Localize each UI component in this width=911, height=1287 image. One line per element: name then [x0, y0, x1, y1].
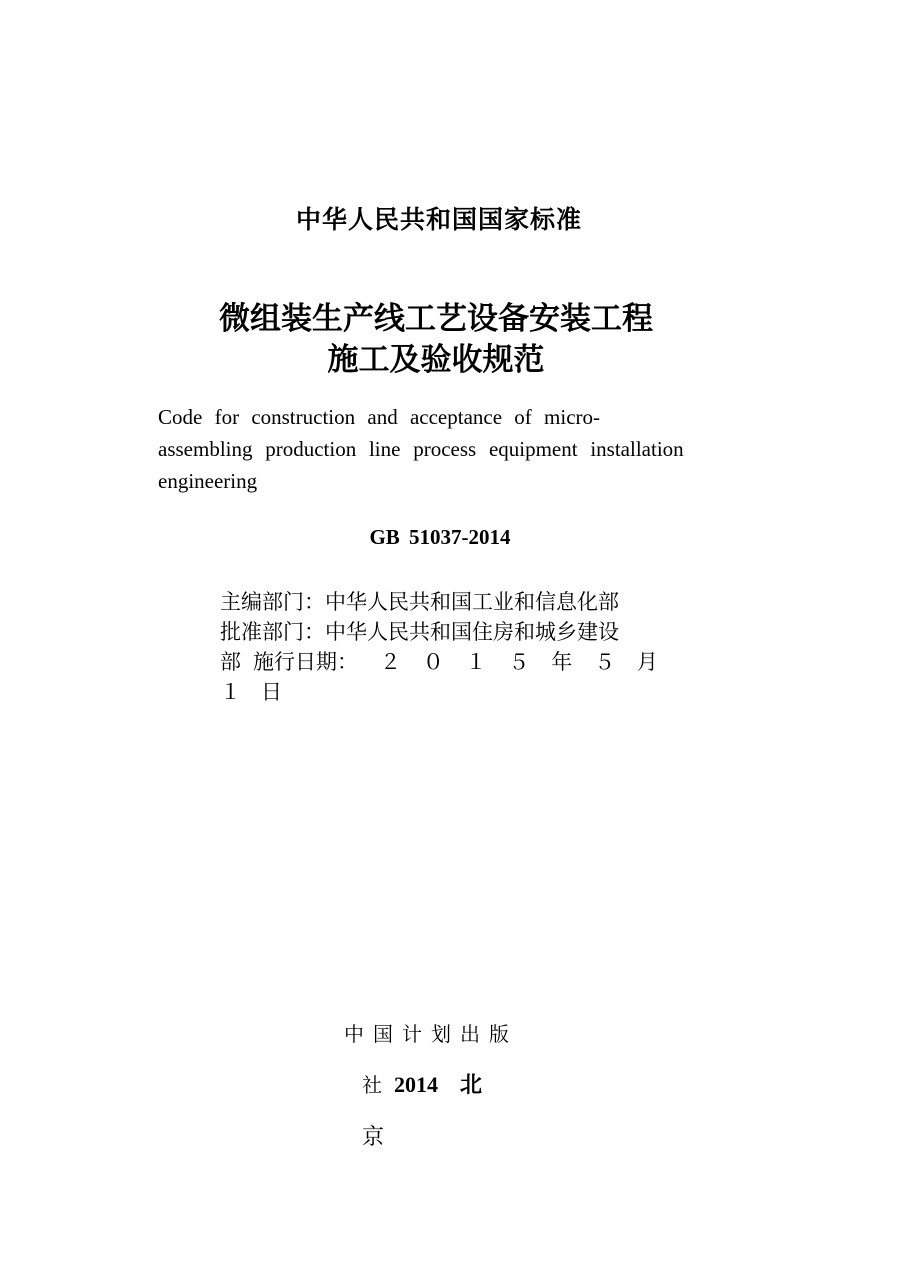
date-char: ０: [422, 650, 444, 674]
document-title-line-2: 施工及验收规范: [327, 342, 545, 378]
english-title-line-2: assembling production line process equipment installation: [158, 437, 684, 461]
date-char: ２: [379, 650, 401, 674]
date-char: １: [465, 650, 487, 674]
date-char: 月: [636, 650, 658, 674]
effective-date-day-row: [220, 676, 282, 706]
publisher-city-jing: 京: [362, 1125, 385, 1150]
publisher-line-1: 中国计划出版: [344, 1022, 518, 1046]
publisher-she: 社: [362, 1073, 382, 1097]
effective-date-row: [220, 646, 658, 676]
editor-department: 主编部门：中华人民共和国工业和信息化部: [220, 590, 619, 614]
publisher-city-bei: 北: [460, 1073, 483, 1098]
approver-department-suffix: 部 施行日期：: [220, 650, 358, 674]
approver-department: 批准部门：中华人民共和国住房和城乡建设: [220, 620, 619, 644]
national-standard-heading: 中华人民共和国国家标准: [295, 205, 582, 234]
english-title-line-3: engineering: [158, 469, 258, 493]
effective-date-label: 施行日期：: [253, 650, 358, 674]
date-char: １: [220, 680, 241, 704]
date-char: ５: [508, 650, 530, 674]
publisher-line-2: [362, 1068, 482, 1099]
date-char: 年: [551, 650, 573, 674]
date-char: ５: [594, 650, 616, 674]
document-title-line-1: 微组装生产线工艺设备安装工程: [219, 301, 653, 337]
english-title-line-1: Code for construction and acceptance of micro-: [158, 405, 600, 429]
date-char: 日: [261, 680, 282, 704]
publication-year: 2014: [394, 1072, 438, 1097]
standard-code: GB 51037-2014: [369, 525, 511, 549]
